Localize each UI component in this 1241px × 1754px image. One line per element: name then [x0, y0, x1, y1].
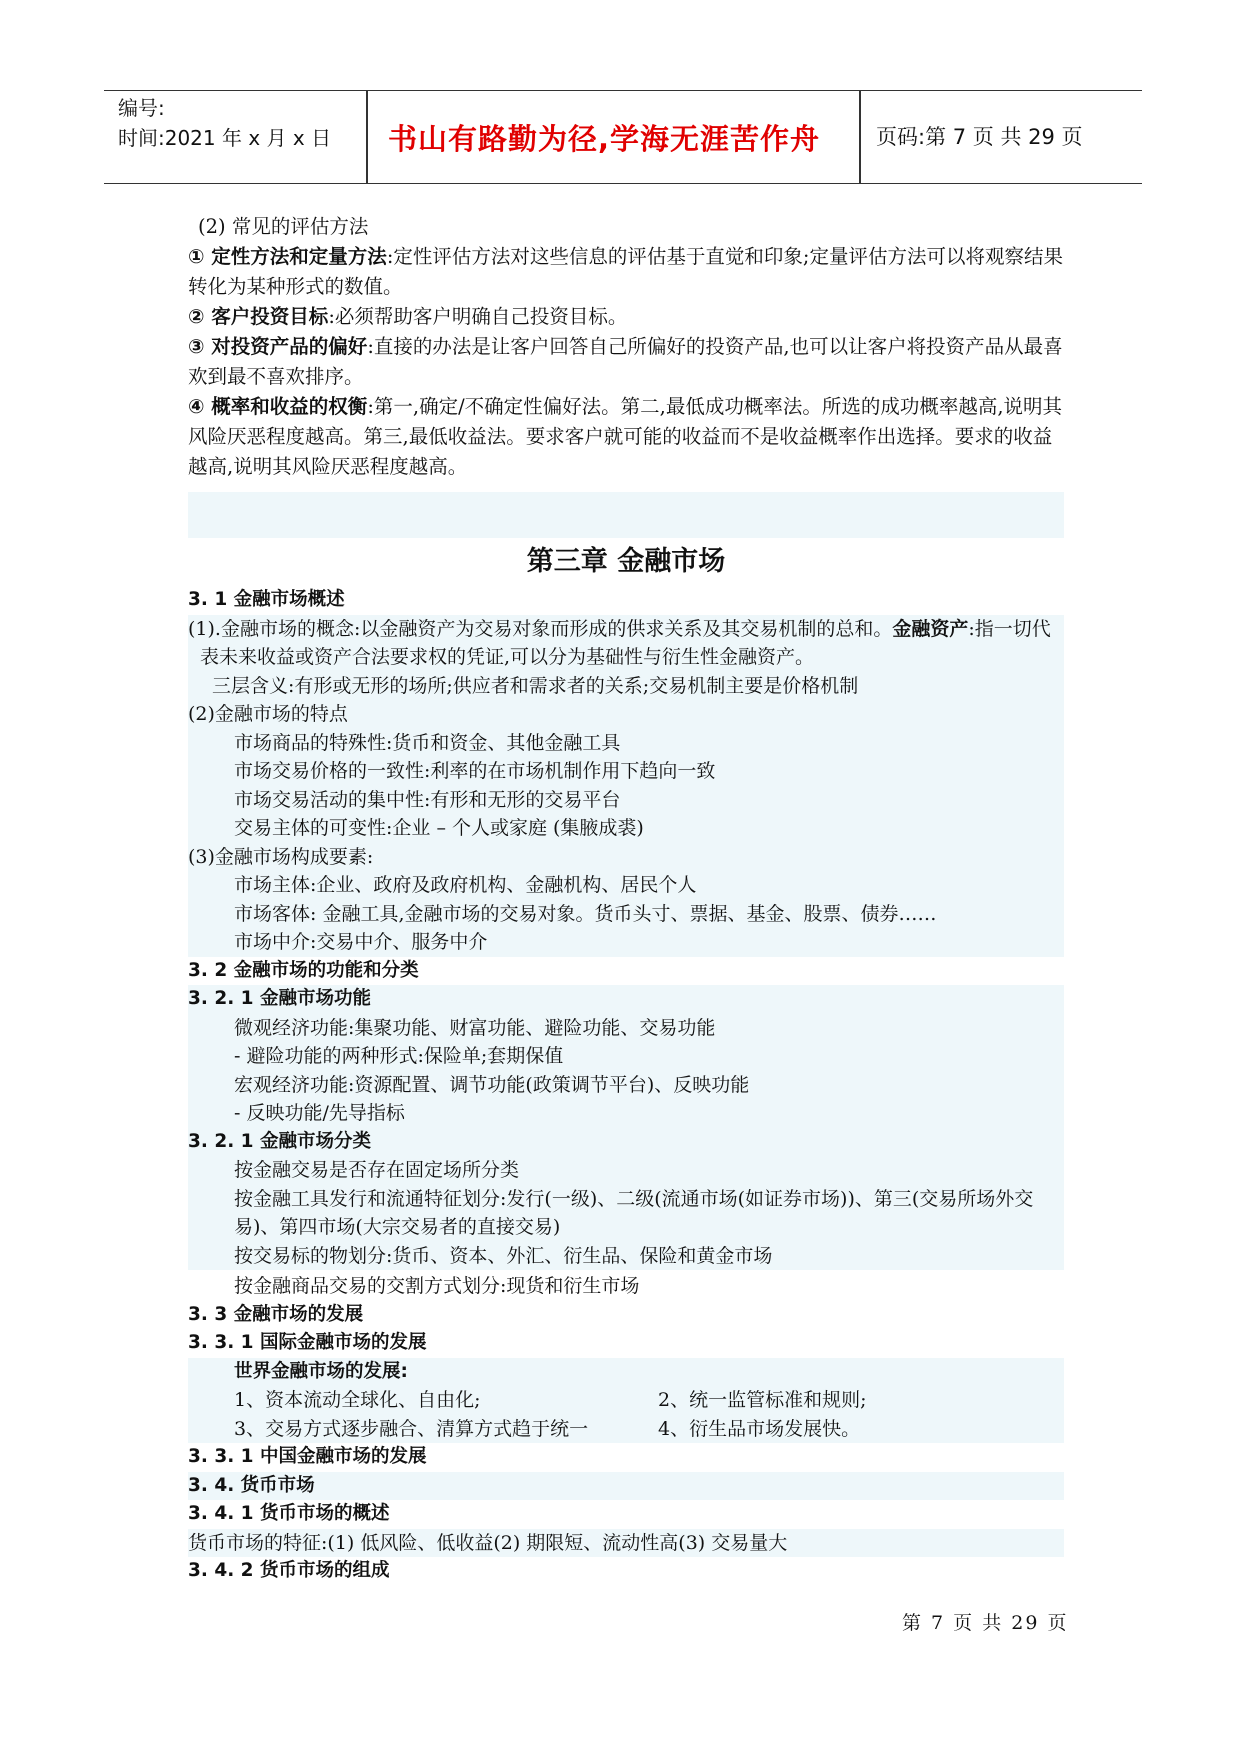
para-bold: 金融资产	[892, 617, 969, 640]
item-text: :定性评估方法对这些信息的评估基于直觉和印象;定量评估方法可以将观察结果转化为某种形式的数值。	[188, 245, 1063, 298]
s31-paragraph-3: (2)金融市场的特点	[188, 700, 1064, 729]
classification-item: 按交易标的物划分:货币、资本、外汇、衍生品、保险和黄金市场	[188, 1242, 1064, 1271]
item-text: :第一,确定/不确定性偏好法。第二,最低成功概率法。所选的成功概率越高,说明其风险厌恶程度越高。第三,最低收益法。要求客户就可能的收益而不是收益概率作出选择。要求的收益越高,说明其风险厌恶程度越高。	[188, 395, 1063, 478]
section-3-2-title: 3. 2 金融市场的功能和分类	[188, 959, 419, 981]
section-3-4-1-title: 3. 4. 1 货币市场的概述	[188, 1503, 390, 1524]
document-body	[188, 212, 1064, 1586]
intro-heading: (2) 常见的评估方法	[198, 215, 369, 238]
header-meta	[118, 93, 331, 153]
section-3-3-1-title: 3. 3. 1 国际金融市场的发展	[188, 1332, 427, 1353]
item-bold: ② 客户投资目标	[188, 305, 329, 328]
world-dev-item: 4、衍生品市场发展快。	[658, 1417, 861, 1440]
element-item: 市场客体: 金融工具,金融市场的交易对象。货币头寸、票据、基金、股票、债券……	[188, 900, 1064, 929]
intro-item-2	[188, 302, 1064, 332]
function-item: - 避险功能的两种形式:保险单;套期保值	[188, 1042, 1064, 1071]
page-header	[104, 90, 1142, 184]
s31-paragraph-4: (3)金融市场构成要素:	[188, 843, 1064, 872]
feature-item: 市场交易价格的一致性:利率的在市场机制作用下趋向一致	[188, 757, 1064, 786]
section-3-3-1b-title: 3. 3. 1 中国金融市场的发展	[188, 1446, 427, 1467]
intro-item-3	[188, 332, 1064, 392]
element-item: 市场中介:交易中介、服务中介	[188, 928, 1064, 957]
header-page-label: 页码:第 7 页 共 29 页	[876, 125, 1083, 149]
intro-item-1	[188, 242, 1064, 302]
function-item: 微观经济功能:集聚功能、财富功能、避险功能、交易功能	[188, 1014, 1064, 1043]
function-item: - 反映功能/先导指标	[188, 1099, 1064, 1128]
world-dev-title: 世界金融市场的发展:	[188, 1358, 1064, 1387]
item-bold: ④ 概率和收益的权衡	[188, 395, 368, 418]
shaded-spacer	[188, 492, 1064, 538]
function-item: 宏观经济功能:资源配置、调节功能(政策调节平台)、反映功能	[188, 1071, 1064, 1100]
intro-item-4	[188, 392, 1064, 482]
world-dev-item: 2、统一监管标准和规则;	[658, 1389, 867, 1411]
feature-item: 交易主体的可变性:企业 – 个人或家庭 (集腋成裘)	[188, 814, 1064, 843]
section-3-2-1b-title: 3. 2. 1 金融市场分类	[188, 1128, 1064, 1157]
classification-item: 按金融交易是否存在固定场所分类	[188, 1156, 1064, 1185]
money-market-features: 货币市场的特征:(1) 低风险、低收益(2) 期限短、流动性高(3) 交易量大	[188, 1529, 1064, 1558]
section-3-3-title: 3. 3 金融市场的发展	[188, 1303, 364, 1325]
world-dev-row	[188, 1415, 1064, 1444]
world-dev-item: 3、交易方式逐步融合、清算方式趋于统一	[234, 1417, 589, 1440]
classification-item: 按金融工具发行和流通特征划分:发行(一级)、二级(流通市场(如证券市场))、第三(交易所场外交易)、第四市场(大宗交易者的直接交易)	[188, 1185, 1064, 1242]
item-text: :必须帮助客户明确自己投资目标。	[328, 305, 628, 328]
header-divider	[859, 91, 861, 183]
world-dev-row	[188, 1386, 1064, 1415]
world-dev-item: 1、资本流动全球化、自由化;	[234, 1389, 481, 1411]
section-3-1-title: 3. 1 金融市场概述	[188, 589, 345, 610]
item-bold: ③ 对投资产品的偏好	[188, 335, 368, 358]
number-label: 编号:	[118, 96, 165, 120]
s31-paragraph-1	[188, 615, 1064, 672]
item-bold: ① 定性方法和定量方法	[188, 245, 387, 268]
section-3-2-1-title: 3. 2. 1 金融市场功能	[188, 985, 1064, 1014]
para-text: :指一切代表未来收益或资产合法要求权的凭证,可以分为基础性与衍生性金融资产。	[200, 617, 1051, 668]
page-footer: 第 7 页 共 29 页	[902, 1612, 1069, 1634]
feature-item: 市场交易活动的集中性:有形和无形的交易平台	[188, 786, 1064, 815]
classification-item: 按金融商品交易的交割方式划分:现货和衍生市场	[234, 1275, 640, 1297]
s31-paragraph-2: 三层含义:有形或无形的场所;供应者和需求者的关系;交易机制主要是价格机制	[188, 672, 1064, 701]
feature-item: 市场商品的特殊性:货币和资金、其他金融工具	[188, 729, 1064, 758]
para-text: (1).金融市场的概念:以金融资产为交易对象而形成的供求关系及其交易机制的总和。	[188, 617, 893, 640]
section-3-4-title: 3. 4. 货币市场	[188, 1472, 1064, 1501]
time-label: 时间:2021 年 x 月 x 日	[118, 126, 332, 150]
header-motto: 书山有路勤为径,学海无涯苦作舟	[388, 122, 821, 156]
section-3-4-2-title: 3. 4. 2 货币市场的组成	[188, 1560, 390, 1581]
element-item: 市场主体:企业、政府及政府机构、金融机构、居民个人	[188, 871, 1064, 900]
chapter-title: 第三章 金融市场	[526, 546, 726, 577]
header-divider	[366, 91, 368, 183]
item-text: :直接的办法是让客户回答自己所偏好的投资产品,也可以让客户将投资产品从最喜欢到最不喜欢排序。	[188, 335, 1063, 388]
